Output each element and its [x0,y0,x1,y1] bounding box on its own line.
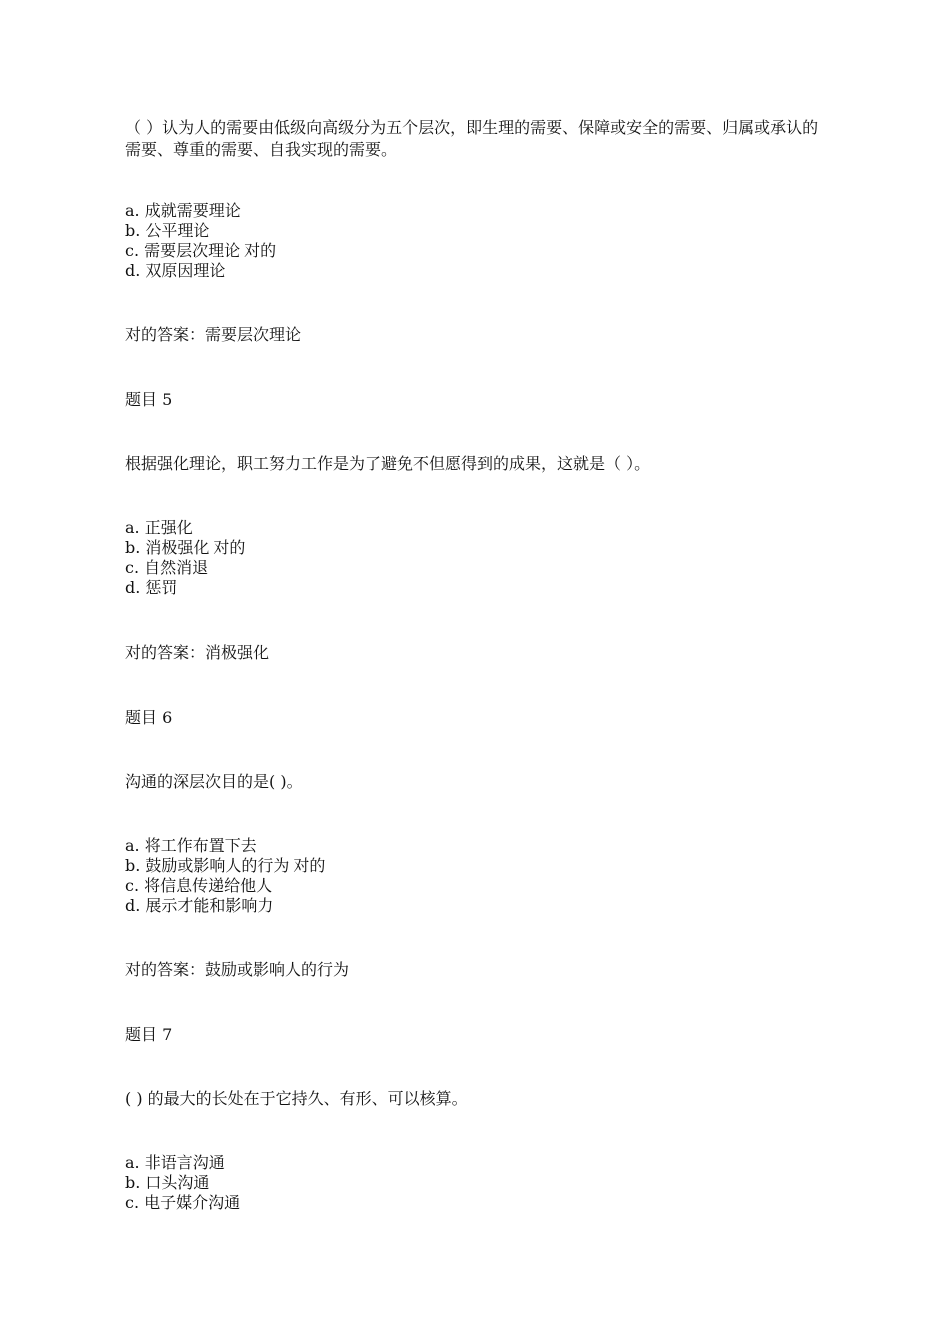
option-b: b. 口头沟通 [125,1173,210,1192]
option-c: c. 自然消退 [125,558,209,577]
correct-answer: 对的答案：鼓励或影响人的行为 [125,960,350,979]
option-d: d. 双原因理论 [125,261,226,280]
option-list [125,836,325,916]
question-text: 沟通的深层次目的是( )。 [125,772,303,791]
option-c: c. 需要层次理论 对的 [125,241,277,260]
option-a: a. 正强化 [125,518,193,537]
question-text: （ ）认为人的需要由低级向高级分为五个层次，即生理的需要、保障或安全的需要、归属或承认的需要、尊重的需要、自我实现的需要。 [125,118,819,159]
option-b: b. 消极强化 对的 [125,538,246,557]
option-d: d. 惩罚 [125,578,178,597]
option-c: c. 将信息传递给他人 [125,876,273,895]
correct-mark: 对的 [213,538,246,557]
question-text: 根据强化理论，职工努力工作是为了避免不但愿得到的成果，这就是（ ）。 [125,454,651,473]
option-a: a. 非语言沟通 [125,1153,225,1172]
option-d: d. 展示才能和影响力 [125,896,274,915]
correct-mark: 对的 [244,241,277,260]
option-b: b. 公平理论 [125,221,210,240]
question-title: 题目 6 [125,708,173,727]
option-a: a. 成就需要理论 [125,201,241,220]
question-text: ( ) 的最大的长处在于它持久、有形、可以核算。 [125,1089,468,1108]
option-a: a. 将工作布置下去 [125,836,257,855]
correct-mark: 对的 [293,856,326,875]
option-list [125,201,276,281]
correct-answer: 对的答案：需要层次理论 [125,325,302,344]
option-b: b. 鼓励或影响人的行为 对的 [125,856,326,875]
question-title: 题目 5 [125,390,173,409]
option-list [125,518,245,598]
option-c: c. 电子媒介沟通 [125,1193,241,1212]
correct-answer: 对的答案：消极强化 [125,643,270,662]
option-list [125,1153,240,1213]
question-title: 题目 7 [125,1025,173,1044]
